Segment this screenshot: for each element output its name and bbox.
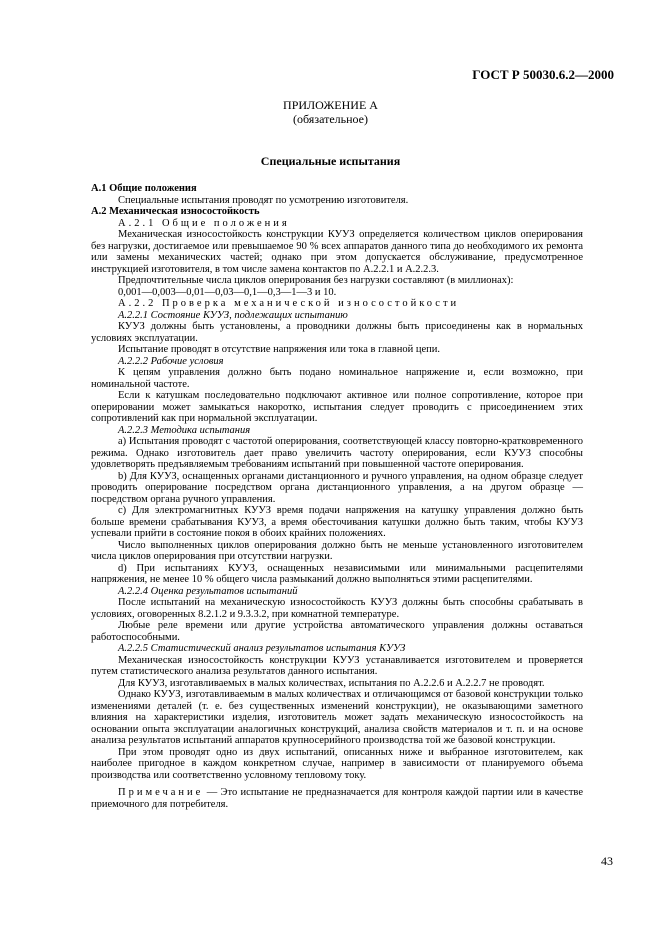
- paragraph: При этом проводят одно из двух испытаний, описанных ниже и выбранное изготовителем, как наиболее пригодное в каждом конкретном случае, например в зависимости от планируемого объема производства или соответственно условному тепловому току.: [91, 746, 583, 781]
- paragraph: Число выполненных циклов оперирования должно быть не меньше установленного изготовителем числа циклов оперирования при отсутствии нагрузки.: [91, 539, 583, 562]
- paragraph: После испытаний на механическую износостойкость КУУЗ должны быть способны срабатывать в условиях, оговоренных 8.2.1.2 и 9.3.3.2, при комнатной температуре.: [91, 597, 583, 620]
- paragraph: Любые реле времени или другие устройства автоматического управления должны оставаться работоспособными.: [91, 620, 583, 643]
- document-body: [91, 183, 583, 810]
- paragraph: Специальные испытания проводят по усмотрению изготовителя.: [118, 194, 409, 206]
- paragraph: А.2.1 Общие положения: [118, 217, 290, 229]
- paragraph: Предпочтительные числа циклов оперирования без нагрузки составляют (в миллионах):: [118, 275, 514, 286]
- paragraph: А.2.2.2 Рабочие условия: [118, 355, 224, 367]
- paragraph: Для КУУЗ, изготавливаемых в малых количествах, испытания по А.2.2.6 и А.2.2.7 не проводят.: [118, 677, 545, 689]
- paragraph: КУУЗ должны быть установлены, а проводники должны быть присоединены как в нормальных условиях эксплуатации.: [91, 321, 583, 344]
- annex-name: ПРИЛОЖЕНИЕ А: [283, 98, 378, 112]
- paragraph: Однако КУУЗ, изготавливаемым в малых количествах и отличающимся от базовой конструкции только изменениями деталей (т. е. без существенных изменений конструкции), не оказывающими заметного влияния на характеристики изделия, изготовитель может задать механическую износостойкость на основании опыта эксплуатации аналогичных конструкций, анализа свойств материалов и т. п. и на основе анализа результатов испытаний аппаратов крупносерийного производства той же базовой конструкции.: [91, 689, 583, 746]
- paragraph: с) Для электромагнитных КУУЗ время подачи напряжения на катушку управления должно быть больше времени срабатывания КУУЗ, а время обесточивания катушки должно быть таким, чтобы КУУЗ успевали прийти в состояние покоя в обоих крайних положениях.: [91, 505, 583, 539]
- paragraph: А.2 Механическая износостойкость: [91, 206, 260, 217]
- paragraph: а) Испытания проводят с частотой оперирования, соответствующей классу повторно-кратковременного режима. Однако изготовитель дает право увеличить частоту оперирования, если КУУЗ способны удовлетворять предъявляемым требованиям испытаний при повышенной частоте оперирования.: [91, 436, 583, 470]
- section-title: Специальные испытания: [260, 154, 401, 168]
- paragraph: b) Для КУУЗ, оснащенных органами дистанционного и ручного управления, на одном образце следует проводить оперирование посредством органа дистанционного управления, а на другом образце — посредством органа ручного управления.: [91, 470, 583, 505]
- paragraph: А.2.2 Проверка механической износостойкости: [118, 298, 460, 309]
- paragraph: А.2.2.3 Методика испытания: [118, 424, 251, 436]
- paragraph: А.2.2.5 Статистический анализ результатов испытания КУУЗ: [118, 643, 406, 654]
- note-text: — Это испытание не предназначается для контроля каждой партии или в качестве приемочного для потребителя.: [91, 787, 583, 810]
- note: [91, 787, 583, 810]
- annex-status: (обязательное): [293, 112, 368, 126]
- paragraph: Испытание проводят в отсутствие напряжения или тока в главной цепи.: [118, 344, 440, 355]
- paragraph: Механическая износостойкость конструкции КУУЗ определяется количеством циклов оперирования без нагрузки, достигаемое или превышаемое 90 % всех аппаратов данного типа до необходимого их ремонта или замены механических частей; однако при этом допускается обслуживание, предусмотренное инструкцией изготовителя, в том числе замена контактов по А.2.2.1 и А.2.2.3.: [91, 229, 583, 275]
- annex-heading: [0, 98, 661, 126]
- paragraph: А.2.2.4 Оценка результатов испытаний: [118, 585, 298, 597]
- paragraph: А.2.2.1 Состояние КУУЗ, подлежащих испытанию: [118, 309, 348, 321]
- note-label: Примечание: [118, 787, 204, 798]
- page-number: 43: [601, 854, 613, 868]
- paragraph: d) При испытаниях КУУЗ, оснащенных независимыми или минимальными расцепителями напряжения, не менее 10 % общего числа размыканий должно выполняться этими расцепителями.: [91, 562, 583, 585]
- paragraph: К цепям управления должно быть подано номинальное напряжение и, если возможно, при номинальной частоте.: [91, 367, 583, 390]
- standard-header: ГОСТ Р 50030.6.2—2000: [472, 67, 614, 82]
- paragraph: А.1 Общие положения: [91, 183, 197, 194]
- paragraph: 0,001—0,003—0,01—0,03—0,1—0,3—1—3 и 10.: [118, 286, 337, 298]
- paragraph: Механическая износостойкость конструкции КУУЗ устанавливается изготовителем и проверяется путем статистического анализа результатов данного испытания.: [91, 654, 583, 677]
- paragraph: Если к катушкам последовательно подключают активное или полное сопротивление, которое при оперировании может замыкаться накоротко, испытания следует проводить с присоединением этих сопротивлений как при нормальной эксплуатации.: [91, 390, 583, 424]
